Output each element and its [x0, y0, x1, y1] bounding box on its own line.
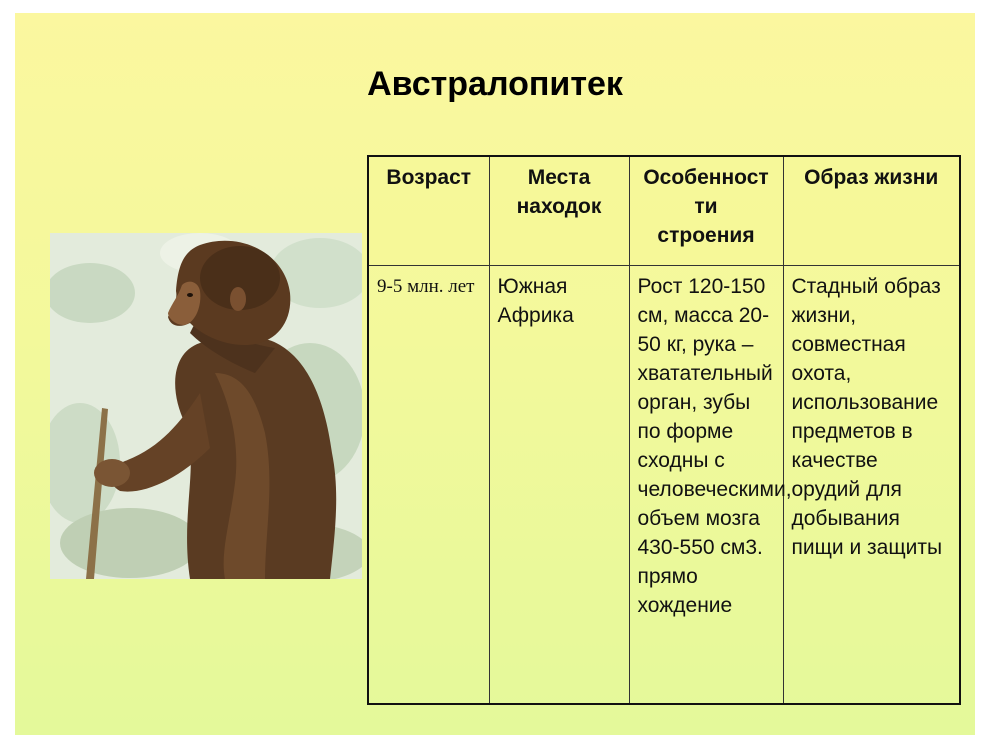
cell-location: Южная Африка — [489, 266, 629, 705]
australopithecus-image — [50, 233, 362, 579]
australopithecus-illustration — [50, 233, 362, 579]
header-locations: Места находок — [489, 156, 629, 266]
slide-title: Австралопитек — [367, 65, 623, 103]
header-lifestyle: Образ жизни — [783, 156, 960, 266]
cell-features: Рост 120-150 см, масса 20-50 кг, рука – хватательный орган, зубы по форме сходны с человеческими, объем мозга 430-550 см3. прямо хождение — [629, 266, 783, 705]
cell-age: 9-5 млн. лет — [368, 266, 489, 705]
info-table — [367, 155, 961, 705]
table-row — [368, 266, 960, 705]
cell-lifestyle: Стадный образ жизни, совместная охота, использование предметов в качестве орудий для добывания пищи и защиты — [783, 266, 960, 705]
header-features: Особенност ти строения — [629, 156, 783, 266]
slide — [15, 13, 975, 735]
header-age: Возраст — [368, 156, 489, 266]
table-header-row — [368, 156, 960, 266]
